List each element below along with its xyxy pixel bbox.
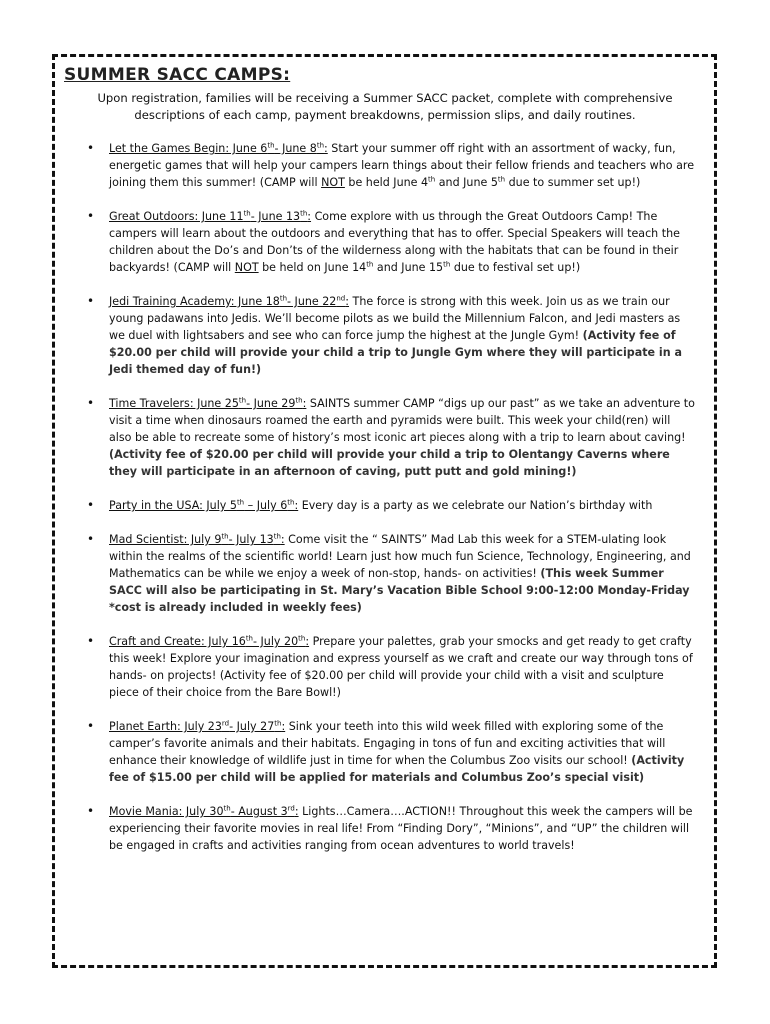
- camp-description: Lights…Camera….ACTION!! Throughout this week the campers will be experiencing their favorite movies in real life! From “Finding Dory”, “Minions”, and “UP” the children will be engaged in crafts and activities ranging from ocean adventures to world travels!: [109, 805, 693, 852]
- activity-fee-note: (Activity fee of $15.00 per child will be applied for materials and Columbus Zoo’s special visit): [109, 754, 685, 784]
- camp-description: Prepare your palettes, grab your smocks and get ready to get crafty this week! Explore your imagination and express yourself as we craft and create our way through tons of hands- on projects! (Activity fee of $20.00 per child will provide your child with a visit and sculpture piece of their choice from the Bare Bowl!): [109, 635, 693, 699]
- camp-description: SAINTS summer CAMP “digs up our past” as we take an adventure to visit a time when dinosaurs roamed the earth and pyramids were built. This week your child(ren) will also be able to recreate some of history’s most iconic art pieces along with a trip to learn about caving!: [109, 397, 695, 444]
- camp-item-great-outdoors: [75, 208, 695, 276]
- camp-title: Jedi Training Academy: June 18th- June 22nd:: [109, 294, 350, 308]
- camp-item-mad-scientist: [75, 531, 695, 616]
- camp-description: Come explore with us through the Great Outdoors Camp! The campers will learn about the outdoors and everything that has to offer. Special Speakers will teach the children about the Do’s and Don’ts of the wilderness along with the habitats that can be found in their backyards! (CAMP will NOT be held on June 14th and June 15th due to festival set up!): [109, 210, 680, 274]
- camp-description: Come visit the “ SAINTS” Mad Lab this week for a STEM-ulating look within the realms of the scientific world! Learn just how much fun Science, Technology, Engineering, and Mathematics can be while we enjoy a week of non-stop, hands- on activities!: [109, 533, 691, 580]
- bullet-icon: •: [87, 209, 95, 223]
- camp-item-party-usa: [75, 497, 695, 514]
- camp-description: Sink your teeth into this wild week filled with exploring some of the camper’s favorite animals and their habitats. Engaging in tons of fun and exciting activities that will enhance their knowledge of wildlife just in time for when the Columbus Zoo visits our school!: [109, 720, 666, 767]
- camp-title: Time Travelers: June 25th- June 29th:: [109, 396, 307, 410]
- camp-title: Planet Earth: July 23rd- July 27th:: [109, 719, 286, 733]
- camp-description: Every day is a party as we celebrate our Nation’s birthday with: [301, 499, 653, 512]
- bullet-icon: •: [87, 294, 95, 308]
- bullet-icon: •: [87, 498, 95, 512]
- camp-item-planet-earth: [75, 718, 695, 786]
- bullet-icon: •: [87, 804, 95, 818]
- camp-title: Movie Mania: July 30th- August 3rd:: [109, 804, 299, 818]
- page-title: SUMMER SACC CAMPS:: [64, 65, 291, 85]
- camp-title: Great Outdoors: June 11th- June 13th:: [109, 209, 312, 223]
- camp-title: Let the Games Begin: June 6th- June 8th:: [109, 141, 328, 155]
- bullet-icon: •: [87, 634, 95, 648]
- camp-item-movie-mania: [75, 803, 695, 854]
- camp-description: The force is strong with this week. Join us as we train our young padawans into Jedis. We’ll become pilots as we build the Millennium Falcon, and Jedi masters as we duel with lightsabers and see who can force jump the highest at the Jungle Gym!: [109, 295, 681, 342]
- bullet-icon: •: [87, 719, 95, 733]
- camp-item-craft-create: [75, 633, 695, 701]
- camp-title: Mad Scientist: July 9th- July 13th:: [109, 532, 285, 546]
- bullet-icon: •: [87, 532, 95, 546]
- activity-fee-note: (Activity fee of $20.00 per child will provide your child a trip to Jungle Gym where they will participate in a Jedi themed day of fun!): [109, 329, 682, 376]
- activity-fee-note: (Activity fee of $20.00 per child will provide your child a trip to Olentangy Caverns where they will participate in an afternoon of caving, putt putt and gold mining!): [109, 448, 670, 478]
- camp-item-jedi: [75, 293, 695, 378]
- activity-fee-note: (This week Summer SACC will also be participating in St. Mary’s Vacation Bible School 9:00-12:00 Monday-Friday *cost is already included in weekly fees): [109, 567, 690, 614]
- bullet-icon: •: [87, 141, 95, 155]
- camp-item-time-travelers: [75, 395, 695, 480]
- camp-title: Party in the USA: July 5th – July 6th:: [109, 498, 299, 512]
- camp-description: Start your summer off right with an assortment of wacky, fun, energetic games that will help your campers learn things about their fellow friends and teachers who are joining them this summer! (CAMP will NOT be held June 4th and June 5th due to summer set up!): [109, 142, 695, 189]
- intro-paragraph: Upon registration, families will be receiving a Summer SACC packet, complete with comprehensive descriptions of each camp, payment breakdowns, permission slips, and daily routines.: [97, 91, 673, 122]
- camp-list: [75, 140, 695, 854]
- bullet-icon: •: [87, 396, 95, 410]
- camp-title: Craft and Create: July 16th- July 20th:: [109, 634, 310, 648]
- camp-item-games: [75, 140, 695, 191]
